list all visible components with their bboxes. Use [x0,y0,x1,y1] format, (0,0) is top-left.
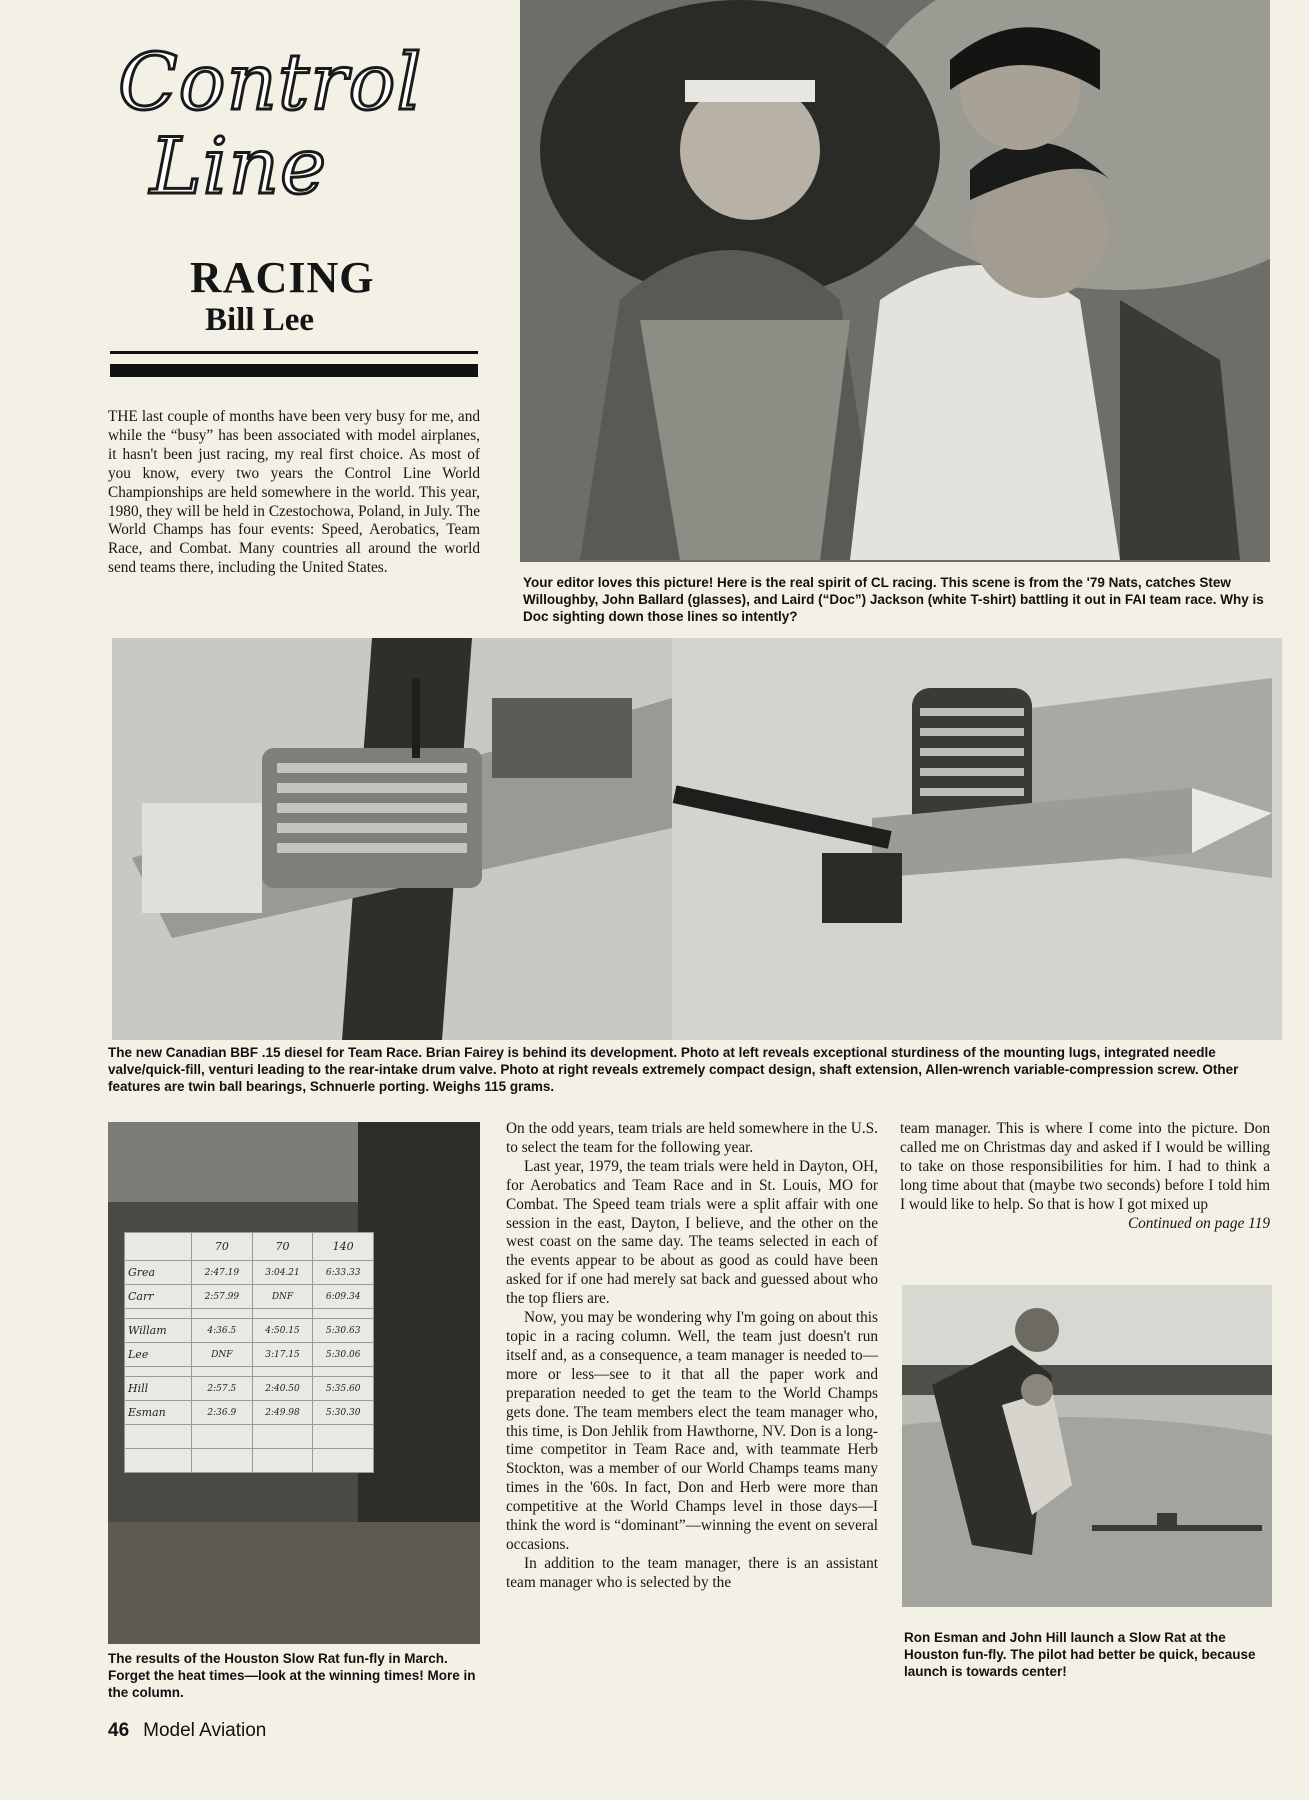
results-cell: 2:57.99 [192,1285,253,1309]
column-right [900,1120,1270,1233]
header-rule-thin [110,351,478,354]
photo-engine-right [672,638,1282,1040]
caption-results-photo: The results of the Houston Slow Rat fun-fly in March. Forget the heat times—look at the winning times! More in the column. [108,1651,476,1700]
column-middle-paragraph: On the odd years, team trials are held somewhere in the U.S. to select the team for the following year. [506,1120,878,1156]
photo-results-board [108,1122,480,1644]
title-control: Control [118,38,423,128]
results-name: Carr [125,1285,192,1309]
photo-engine-right-art [672,638,1282,1040]
results-cell: 5:30.06 [313,1343,374,1367]
results-name: Esman [125,1401,192,1425]
photo-engine-left-art [112,638,672,1040]
results-name: Hill [125,1377,192,1401]
results-name: Willam [125,1319,192,1343]
results-header-blank [125,1233,192,1261]
results-row [125,1285,374,1309]
results-cell: DNF [252,1285,313,1309]
column-middle [506,1120,878,1593]
results-row [125,1261,374,1285]
page-footer [108,1720,266,1742]
results-cell: 2:49.98 [252,1401,313,1425]
title-line: Line [150,122,328,212]
results-cell: 2:57.5 [192,1377,253,1401]
photo-team-race-pilots [520,0,1270,562]
results-cell: DNF [192,1343,253,1367]
caption-engine-photos: The new Canadian BBF .15 diesel for Team Race. Brian Fairey is behind its development. Photo at left reveals exceptional sturdiness of the mounting lugs, integrated needle valve/quick-fill, venturi leading to the rear-intake drum valve. Photo at right reveals extremely compact design, shaft extension, Allen-wrench variable-compression screw. Other features are twin ball bearings, Schnuerle porting. Weighs 115 grams. [108,1045,1239,1094]
column-name: RACING [190,253,375,302]
results-cell: 6:09.34 [313,1285,374,1309]
results-board-table [124,1232,374,1473]
results-name: Grea [125,1261,192,1285]
intro-text: THE last couple of months have been very busy for me, and while the “busy” has been associated with model airplanes, it hasn't been just racing, my real first choice. As most of you know, every two years the Control Line World Championships are held somewhere in the world. This year, 1980, they will be held in Czestochowa, Poland, in July. The World Champs has four events: Speed, Aerobatics, Team Race, and Combat. Many countries all around the world send teams there, including the United States. [108,408,480,577]
results-cell: 5:30.30 [313,1401,374,1425]
results-cell: 5:30.63 [313,1319,374,1343]
results-header: 70 [192,1233,253,1261]
results-cell: 3:04.21 [252,1261,313,1285]
results-name: Lee [125,1343,192,1367]
photo-engine-left [112,638,672,1040]
column-middle-paragraph: In addition to the team manager, there is an assistant team manager who is selected by the [506,1554,878,1591]
column-middle-paragraph: Now, you may be wondering why I'm going on about this topic in a racing column. Well, the team just doesn't run itself and, as a consequence, a team manager is needed to—more or less—see to it that all the paper work and preparation needed to get the team to the World Champs gets done. The team members elect the team manager who, this time, is Don Jehlik from Hawthorne, NV. Don is a long-time competitor in Team Race and, with teammate Herb Stockton, was a member of our World Champs teams many times in the '60s. In fact, Don and Herb were more than competitive at the World Champs level in those days—I think the word is “dominant”—winning the event on several occasions. [506,1309,878,1553]
caption-launch-photo: Ron Esman and John Hill launch a Slow Rat at the Houston fun-fly. The pilot had better be quick, because launch is towards center! [904,1630,1256,1679]
column-middle-paragraph: Last year, 1979, the team trials were held in Dayton, OH, for Aerobatics and Team Race and in St. Louis, MO for Combat. The Speed team trials were a split affair with one session in the east, Dayton, I believe, and the other on the west coast on the same day. The teams selected in each of the events appear to be about as good as could have been asked for if one had merely sat back and guessed about who the top fliers are. [506,1157,878,1308]
results-row [125,1377,374,1401]
header-rule-thick [110,364,478,377]
magazine-name: Model Aviation [143,1720,267,1741]
page-number: 46 [108,1720,130,1741]
results-cell: 2:47.19 [192,1261,253,1285]
photo-slow-rat-launch-art [902,1285,1272,1607]
photo-team-race-pilots-art [520,0,1270,562]
results-row [125,1343,374,1367]
continued-note: Continued on page 119 [1127,1214,1270,1232]
results-cell: 3:17.15 [252,1343,313,1367]
results-cell: 2:36.9 [192,1401,253,1425]
results-cell: 4:50.15 [252,1319,313,1343]
results-row [125,1319,374,1343]
photo-slow-rat-launch [902,1285,1272,1607]
results-row [125,1401,374,1425]
results-header: 140 [313,1233,374,1261]
results-cell: 5:35.60 [313,1377,374,1401]
results-header: 70 [252,1233,313,1261]
results-cell: 2:40.50 [252,1377,313,1401]
intro-paragraph [108,408,480,578]
caption-top-photo: Your editor loves this picture! Here is the real spirit of CL racing. This scene is from the '79 Nats, catches Stew Willoughby, John Ballard (glasses), and Laird (“Doc”) Jackson (white T-shirt) battling it out in FAI team race. Why is Doc sighting down those lines so intently? [523,575,1264,624]
author-name: Bill Lee [205,302,315,338]
column-right-paragraph: team manager. This is where I come into the picture. Don called me on Christmas day and asked if I would be willing to take on those responsibilities for him. I had to think a long time about that (maybe two seconds) before I told him I would like to help. So that is how I got mixed up [900,1120,1270,1213]
results-cell: 6:33.33 [313,1261,374,1285]
results-cell: 4:36.5 [192,1319,253,1343]
